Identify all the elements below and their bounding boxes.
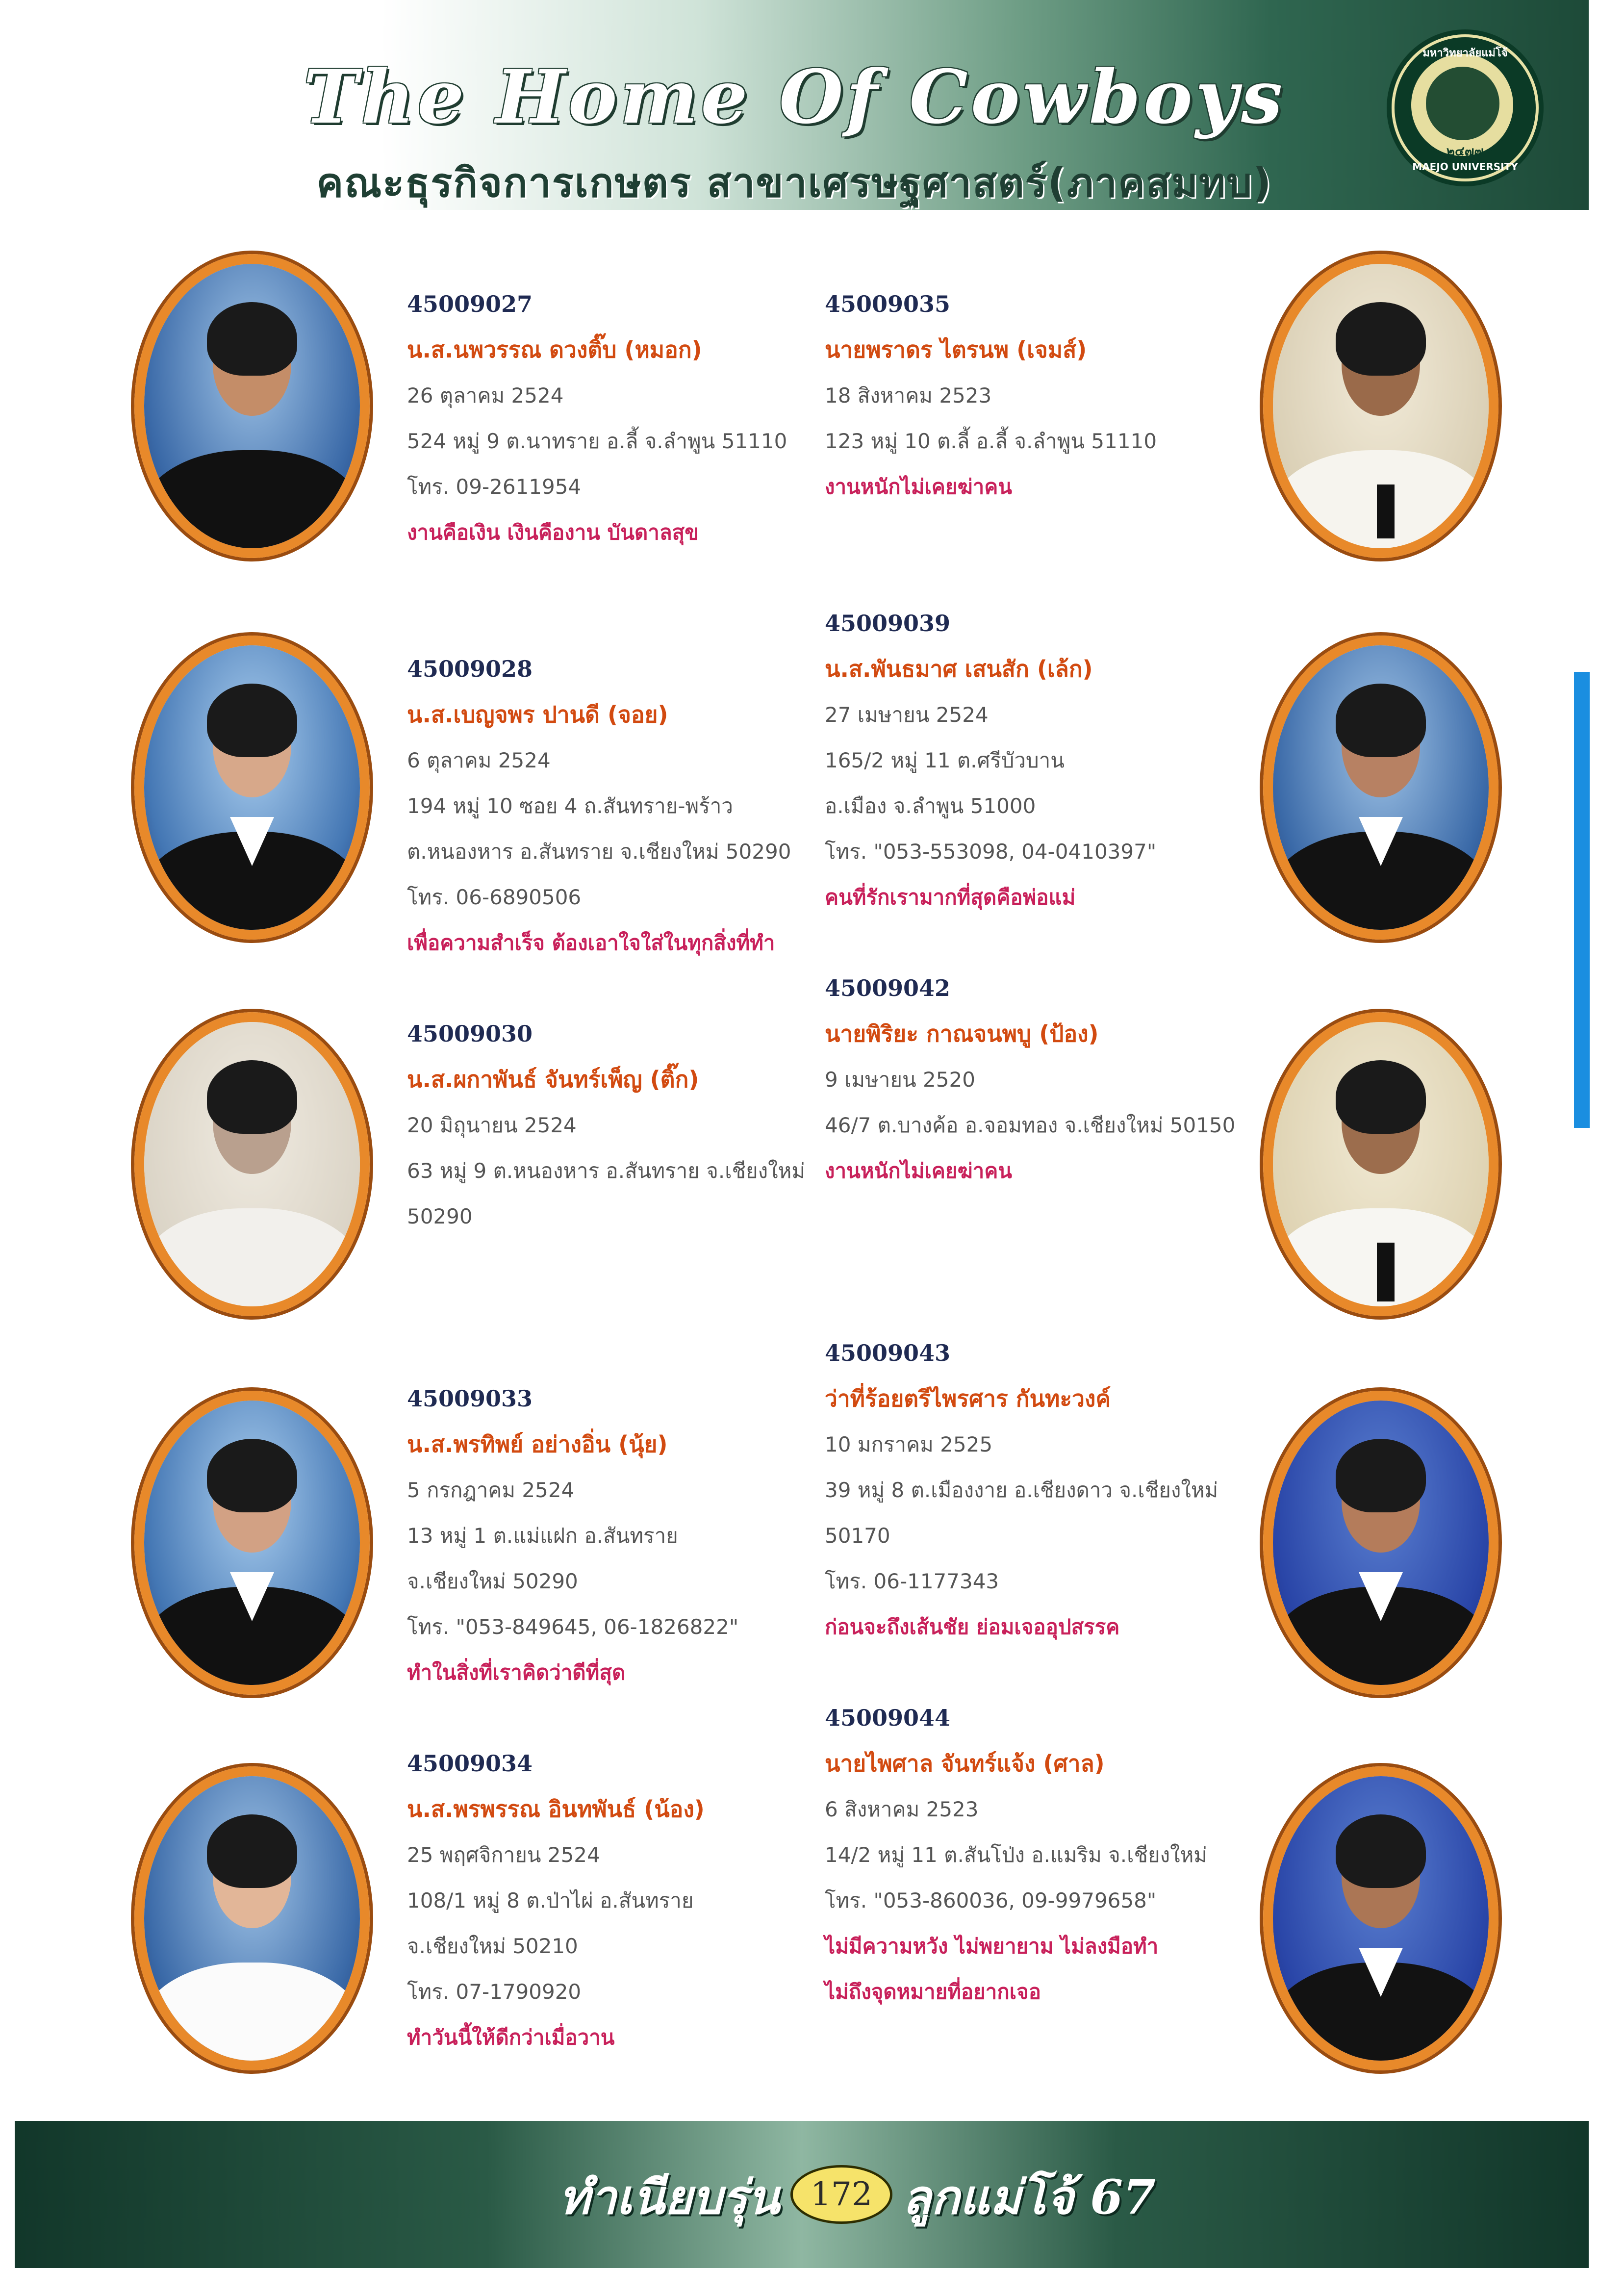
student-name: ว่าที่ร้อยตรีไพรศาร กันทะวงค์ xyxy=(825,1385,1111,1412)
portrait-photo xyxy=(1263,636,1498,940)
address-line: 13 หมู่ 1 ต.แม่แฝก อ.สันทราย xyxy=(407,1524,678,1548)
birthdate: 10 มกราคม 2525 xyxy=(825,1432,993,1456)
portrait-photo xyxy=(134,636,370,940)
student-entry xyxy=(407,646,809,966)
student-entry xyxy=(825,281,1227,510)
student-entry xyxy=(407,1011,809,1239)
address-line: 108/1 หมู่ 8 ต.ป่าไผ่ อ.สันทราย xyxy=(407,1888,694,1912)
phone: โทร. 09-2611954 xyxy=(407,475,582,499)
portrait-photo xyxy=(1263,254,1498,558)
birthdate: 6 สิงหาคม 2523 xyxy=(825,1797,979,1821)
address-line: อ.เมือง จ.ลำพูน 51000 xyxy=(825,794,1036,818)
seal-text-bottom: MAEJO UNIVERSITY xyxy=(1412,161,1518,173)
seal-text-top: มหาวิทยาลัยแม่โจ้ xyxy=(1422,47,1508,59)
footer-class-name: ลูกแม่โจ้ 67 xyxy=(902,2169,1156,2225)
student-entry xyxy=(825,1330,1227,1650)
student-name: นายพราดร ไตรนพ (เจมส์) xyxy=(825,336,1087,363)
portrait-photo xyxy=(1263,1391,1498,1695)
birthdate: 25 พฤศจิกายน 2524 xyxy=(407,1843,600,1867)
student-id: 45009039 xyxy=(825,610,951,637)
seal-text-year: ๒๔๗๗ xyxy=(1446,144,1484,159)
university-seal-logo xyxy=(1387,29,1544,186)
portrait-photo xyxy=(134,1766,370,2070)
motto: ก่อนจะถึงเส้นชัย ย่อมเจออุปสรรค xyxy=(825,1615,1120,1639)
student-name: น.ส.พันธมาศ เสนสัก (เล้ก) xyxy=(825,656,1093,682)
portrait-photo xyxy=(1263,1766,1498,2070)
address-line: 194 หมู่ 10 ซอย 4 ถ.สันทราย-พร้าว xyxy=(407,794,733,818)
address-line: 524 หมู่ 9 ต.นาทราย อ.ลี้ จ.ลำพูน 51110 xyxy=(407,429,787,453)
portrait-photo xyxy=(134,254,370,558)
address-line: 46/7 ต.บางค้อ อ.จอมทอง จ.เชียงใหม่ 50150 xyxy=(825,1113,1236,1137)
student-entry xyxy=(407,1741,809,2060)
address-line: จ.เชียงใหม่ 50210 xyxy=(407,1934,578,1958)
motto: ทำวันนี้ให้ดีกว่าเมื่อวาน xyxy=(407,2025,615,2049)
student-name: น.ส.พรทิพย์ อย่างอิ่น (นุ้ย) xyxy=(407,1431,668,1457)
student-id: 45009035 xyxy=(825,291,951,317)
page-footer xyxy=(15,2121,1589,2268)
phone: โทร. "053-553098, 04-0410397" xyxy=(825,840,1157,864)
side-accent-bar xyxy=(1574,672,1590,1128)
student-entry xyxy=(407,1376,809,1695)
birthdate: 27 เมษายน 2524 xyxy=(825,703,989,727)
student-id: 45009030 xyxy=(407,1020,533,1047)
motto: ทำในสิ่งที่เราคิดว่าดีที่สุด xyxy=(407,1660,626,1684)
phone: โทร. 06-6890506 xyxy=(407,885,582,909)
address-line: 63 หมู่ 9 ต.หนองหาร อ.สันทราย จ.เชียงใหม่ xyxy=(407,1159,806,1183)
motto: เพื่อความสำเร็จ ต้องเอาใจใส่ในทุกสิ่งที่ทำ xyxy=(407,931,775,955)
student-entry xyxy=(407,281,809,555)
birthdate: 26 ตุลาคม 2524 xyxy=(407,383,564,408)
address-line: 39 หมู่ 8 ต.เมืองงาย อ.เชียงดาว จ.เชียงใหม่ xyxy=(825,1478,1218,1502)
footer-book-title: ทำเนียบรุ่น xyxy=(559,2169,780,2225)
motto: ไม่ถึงจุดหมายที่อยากเจอ xyxy=(825,1980,1041,2004)
student-id: 45009044 xyxy=(825,1705,951,1731)
address-line: จ.เชียงใหม่ 50290 xyxy=(407,1569,578,1593)
student-id: 45009028 xyxy=(407,656,533,682)
portrait-photo xyxy=(134,1391,370,1695)
motto: งานคือเงิน เงินคืองาน บันดาลสุข xyxy=(407,520,699,544)
portrait-photo xyxy=(134,1012,370,1316)
student-name: น.ส.พรพรรณ อินทพันธ์ (น้อง) xyxy=(407,1796,705,1822)
phone: โทร. 06-1177343 xyxy=(825,1569,999,1593)
student-name: นายไพศาล จันทร์แจ้ง (ศาล) xyxy=(825,1750,1105,1777)
student-name: น.ส.นพวรรณ ดวงติ๊บ (หมอก) xyxy=(407,336,702,363)
student-id: 45009034 xyxy=(407,1750,533,1777)
address-line: 123 หมู่ 10 ต.ลี้ อ.ลี้ จ.ลำพูน 51110 xyxy=(825,429,1157,453)
student-id: 45009033 xyxy=(407,1385,533,1412)
birthdate: 18 สิงหาคม 2523 xyxy=(825,383,992,408)
student-id: 45009027 xyxy=(407,291,533,317)
portrait-photo xyxy=(1263,1012,1498,1316)
student-id: 45009043 xyxy=(825,1340,951,1366)
address-line: 50170 xyxy=(825,1524,890,1548)
motto: งานหนักไม่เคยฆ่าคน xyxy=(825,475,1013,499)
birthdate: 5 กรกฎาคม 2524 xyxy=(407,1478,575,1502)
student-name: นายพิริยะ กาณจนพบู (ป้อง) xyxy=(825,1020,1099,1047)
birthdate: 20 มิถุนายน 2524 xyxy=(407,1113,577,1137)
page-header xyxy=(0,0,1589,210)
page-subtitle: คณะธุรกิจการเกษตร สาขาเศรษฐศาสตร์(ภาคสมทบ) xyxy=(316,160,1272,206)
page-number: 172 xyxy=(790,2165,892,2224)
address-line: 14/2 หมู่ 11 ต.สันโป่ง อ.แมริม จ.เชียงใหม่ xyxy=(825,1843,1207,1867)
student-name: น.ส.เบญจพร ปานดี (จอย) xyxy=(407,701,668,728)
birthdate: 6 ตุลาคม 2524 xyxy=(407,748,551,772)
phone: โทร. "053-849645, 06-1826822" xyxy=(407,1615,739,1639)
student-entry xyxy=(825,601,1227,920)
phone: โทร. "053-860036, 09-9979658" xyxy=(825,1888,1157,1912)
student-name: น.ส.ผกาพันธ์ จันทร์เพ็ญ (ติ๊ก) xyxy=(407,1066,699,1093)
student-entry xyxy=(825,966,1236,1194)
address-line: 165/2 หมู่ 11 ต.ศรีบัวบาน xyxy=(825,748,1065,772)
phone: โทร. 07-1790920 xyxy=(407,1980,582,2004)
birthdate: 9 เมษายน 2520 xyxy=(825,1068,975,1092)
address-line: 50290 xyxy=(407,1204,473,1228)
motto: งานหนักไม่เคยฆ่าคน xyxy=(825,1159,1013,1183)
address-line: ต.หนองหาร อ.สันทราย จ.เชียงใหม่ 50290 xyxy=(407,840,791,864)
motto: ไม่มีความหวัง ไม่พยายาม ไม่ลงมือทำ xyxy=(825,1934,1159,1958)
student-id: 45009042 xyxy=(825,975,951,1001)
page-title: The Home Of Cowboys xyxy=(303,54,1286,140)
student-entry xyxy=(825,1695,1227,2014)
motto: คนที่รักเรามากที่สุดคือพ่อแม่ xyxy=(825,885,1076,909)
